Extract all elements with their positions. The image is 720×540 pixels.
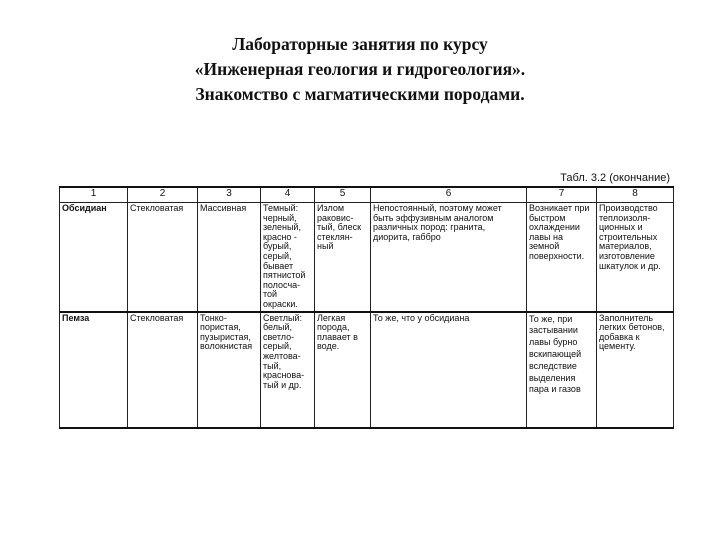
column-header-5: 5 — [315, 187, 371, 203]
page-title — [0, 32, 720, 107]
column-header-4: 4 — [261, 187, 315, 203]
column-header-3: 3 — [198, 187, 261, 203]
table-caption: Табл. 3.2 (окончание) — [560, 172, 670, 184]
column-header-1: 1 — [60, 187, 128, 203]
title-line-2: «Инженерная геология и гидрогеология». — [194, 59, 526, 79]
rock-name-cell: Пемза — [60, 312, 128, 428]
table-cell: Непостоянный, поэтому может быть эффузивным аналогом различных пород: гранита, диорита, габбро — [371, 203, 527, 312]
table-row — [60, 203, 674, 312]
table-cell: Легкая порода, плавает в воде. — [315, 312, 371, 428]
table-cell: Стекловатая — [128, 203, 198, 312]
rock-name-cell: Обсидиан — [60, 203, 128, 312]
table-cell: То же, что у обсидиана — [371, 312, 527, 428]
table-cell: Возникает при быстром охлаждении лавы на земной поверхности. — [527, 203, 597, 312]
column-header-6: 6 — [371, 187, 527, 203]
table-row — [60, 312, 674, 428]
header-row — [60, 187, 674, 203]
table-cell: Заполнитель легких бетонов, добавка к цементу. — [597, 312, 674, 428]
column-header-8: 8 — [597, 187, 674, 203]
column-header-7: 7 — [527, 187, 597, 203]
rocks-table — [59, 186, 674, 429]
table-cell: Светлый: белый, светло-серый, желтова-тый, краснова-тый и др. — [261, 312, 315, 428]
table-cell: То же, при застывании лавы бурно вскипающей вследствие выделения пара и газов — [527, 312, 597, 428]
table-cell: Производство теплоизоля-ционных и строительных материалов, изготовление шкатулок и др. — [597, 203, 674, 312]
table-cell: Излом раковис-тый, блеск стеклян-ный — [315, 203, 371, 312]
table-cell: Массивная — [198, 203, 261, 312]
title-line-1: Лабораторные занятия по курсу — [232, 34, 488, 54]
table-cell: Тонко-пористая, пузыристая, волокнистая — [198, 312, 261, 428]
column-header-2: 2 — [128, 187, 198, 203]
table-cell: Темный: черный, зеленый, красно - бурый, серый, бывает пятнистой полосча-той окраски. — [261, 203, 315, 312]
table-cell: Стекловатая — [128, 312, 198, 428]
title-line-3: Знакомство с магматическими породами. — [195, 84, 525, 104]
